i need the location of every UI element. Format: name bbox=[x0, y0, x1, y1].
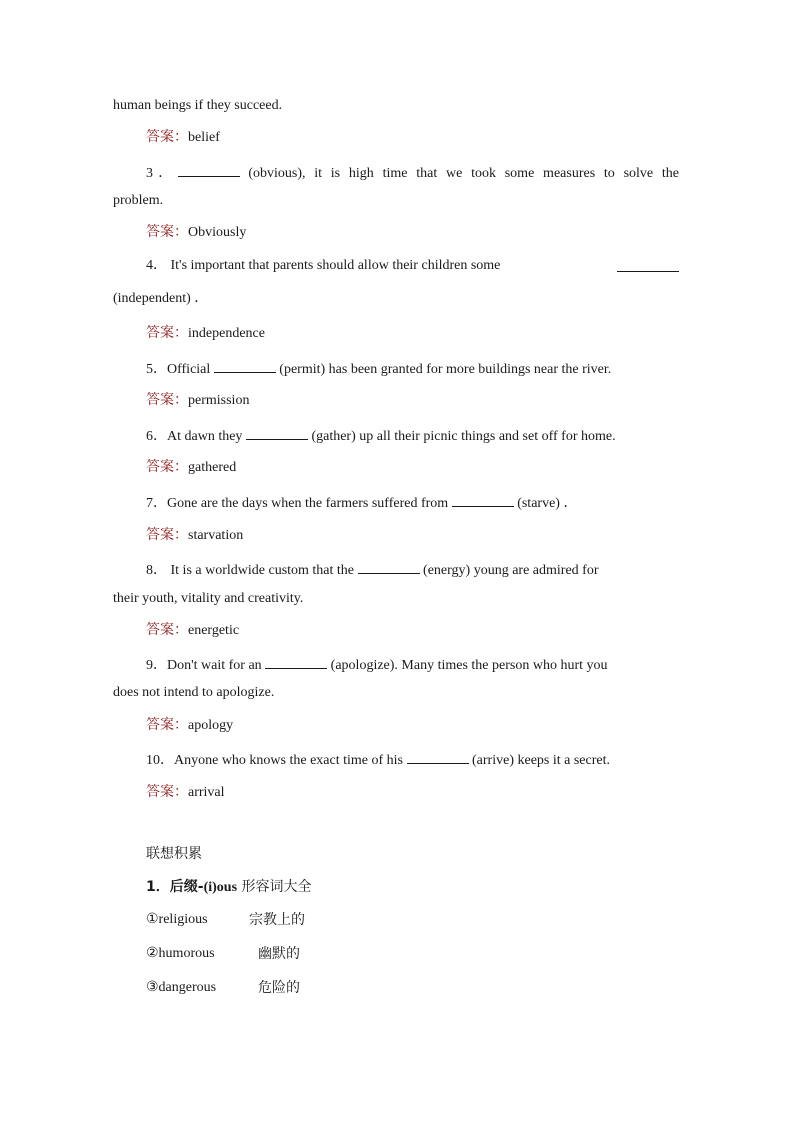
question-7 bbox=[146, 492, 577, 513]
question-text: (independent) ． bbox=[113, 291, 209, 306]
answer-text: gathered bbox=[188, 460, 237, 475]
question-text: 10．Anyone who knows the exact time of his bbox=[146, 753, 407, 768]
question-text: (arrive) keeps it a secret. bbox=[468, 753, 610, 768]
question-4-cont bbox=[113, 290, 208, 308]
answer-9 bbox=[146, 716, 233, 735]
question-3-cont bbox=[113, 192, 163, 210]
answer-text: starvation bbox=[188, 528, 244, 543]
vocab-word: ③dangerous bbox=[146, 980, 217, 995]
question-text: (obvious), it is high time that we took some measures to solve the bbox=[239, 166, 679, 181]
answer-text: Obviously bbox=[188, 225, 247, 240]
question-8-cont bbox=[113, 590, 303, 608]
answer-text: arrival bbox=[188, 785, 225, 800]
vocab-item-2 bbox=[146, 945, 215, 963]
answer-2 bbox=[146, 128, 220, 147]
answer-label: 答案： bbox=[146, 459, 188, 475]
question-text: 5．Official bbox=[146, 362, 214, 377]
answer-label: 答案： bbox=[146, 527, 188, 543]
question-9 bbox=[146, 654, 608, 675]
heading-suffix: (i)ous bbox=[203, 880, 238, 895]
section-title: 联想积累 bbox=[146, 846, 202, 862]
question-text: 4． It's important that parents should allow their children some bbox=[146, 258, 501, 273]
fill-blank bbox=[452, 492, 514, 507]
heading-text: 形容词大全 bbox=[237, 879, 312, 895]
fill-blank bbox=[178, 162, 240, 177]
question-6 bbox=[146, 425, 616, 446]
vocab-meaning-1: 宗教上的 bbox=[249, 912, 305, 928]
answer-4 bbox=[146, 324, 265, 343]
answer-3 bbox=[146, 223, 246, 242]
question-text: (permit) has been granted for more buildings near the river. bbox=[275, 362, 612, 377]
question-number: 3． bbox=[146, 166, 178, 181]
vocab-meaning-3: 危险的 bbox=[258, 980, 300, 996]
question-text: (apologize). Many times the person who hurt you bbox=[327, 658, 608, 673]
question-4-blank bbox=[617, 257, 679, 278]
question-4 bbox=[146, 257, 500, 275]
vocab-meaning-2: 幽默的 bbox=[258, 946, 300, 962]
answer-text: independence bbox=[188, 326, 265, 341]
answer-label: 答案： bbox=[146, 784, 188, 800]
answer-10 bbox=[146, 783, 225, 802]
question-8 bbox=[146, 559, 598, 580]
fill-blank bbox=[214, 358, 276, 373]
question-5 bbox=[146, 358, 611, 379]
fill-blank bbox=[265, 654, 327, 669]
question-text: 8． It is a worldwide custom that the bbox=[146, 563, 358, 578]
answer-text: belief bbox=[188, 130, 220, 145]
question-text: (energy) young are admired for bbox=[419, 563, 599, 578]
question-text: their youth, vitality and creativity. bbox=[113, 591, 304, 606]
text: human beings if they succeed. bbox=[113, 98, 283, 113]
question-text: problem. bbox=[113, 193, 164, 208]
answer-label: 答案： bbox=[146, 325, 188, 341]
question-text: (starve) ． bbox=[513, 496, 578, 511]
answer-7 bbox=[146, 526, 243, 545]
subsection-heading bbox=[146, 878, 311, 897]
answer-label: 答案： bbox=[146, 129, 188, 145]
answer-5 bbox=[146, 391, 249, 410]
answer-label: 答案： bbox=[146, 392, 188, 408]
question-text: does not intend to apologize. bbox=[113, 685, 275, 700]
answer-6 bbox=[146, 458, 236, 477]
fill-blank bbox=[358, 559, 420, 574]
fill-blank bbox=[246, 425, 308, 440]
fill-blank bbox=[617, 257, 679, 272]
vocab-item-3 bbox=[146, 979, 216, 997]
fill-blank bbox=[407, 749, 469, 764]
answer-label: 答案： bbox=[146, 224, 188, 240]
vocab-word: ①religious bbox=[146, 912, 208, 927]
vocab-word: ②humorous bbox=[146, 946, 215, 961]
heading-text: 1．后缀- bbox=[146, 879, 204, 895]
answer-text: apology bbox=[188, 718, 234, 733]
question-3 bbox=[146, 162, 679, 183]
vocab-item-1 bbox=[146, 911, 208, 929]
answer-text: permission bbox=[188, 393, 250, 408]
answer-8 bbox=[146, 621, 239, 640]
question-text: 6．At dawn they bbox=[146, 429, 246, 444]
answer-text: energetic bbox=[188, 623, 240, 638]
question-9-cont bbox=[113, 684, 274, 702]
answer-label: 答案： bbox=[146, 622, 188, 638]
question-10 bbox=[146, 749, 610, 770]
answer-label: 答案： bbox=[146, 717, 188, 733]
question-text: (gather) up all their picnic things and set off for home. bbox=[307, 429, 616, 444]
continuation-line bbox=[113, 97, 679, 115]
question-text: 9．Don't wait for an bbox=[146, 658, 266, 673]
question-text: 7．Gone are the days when the farmers suffered from bbox=[146, 496, 452, 511]
